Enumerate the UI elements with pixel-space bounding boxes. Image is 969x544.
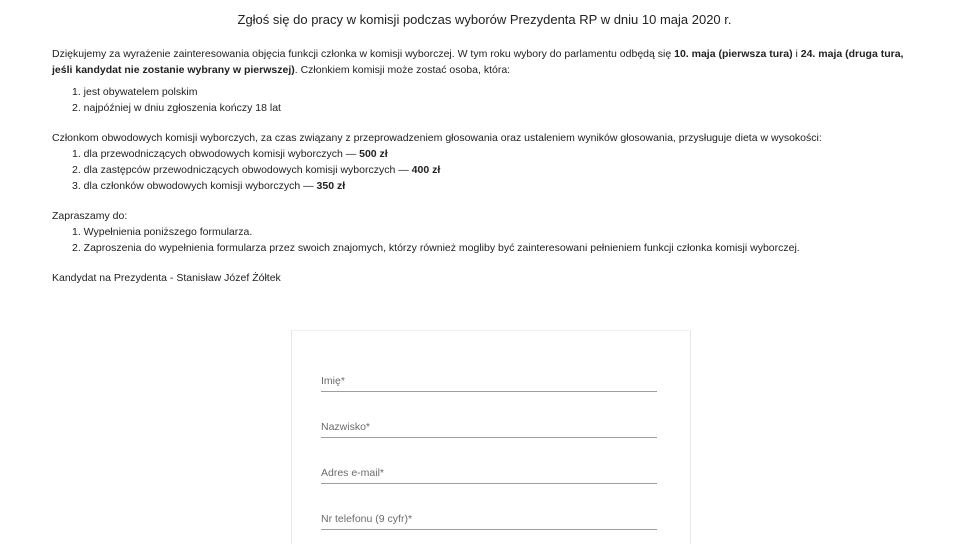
requirement-item: 2. najpóźniej w dniu zgłoszenia kończy 18 lat: [72, 102, 281, 114]
signature: Kandydat na Prezydenta - Stanisław Józef Żółtek: [52, 272, 281, 284]
email-input[interactable]: [321, 464, 657, 482]
intro-text-end: . Członkiem komisji może zostać osoba, która:: [294, 64, 511, 76]
invite-item: 2. Zaproszenia do wypełnienia formularza przez swoich znajomych, którzy również mogliby być zainteresowani pełnieniem funkcji członka komisji wyborczej.: [72, 242, 800, 254]
intro-conjunction: i: [792, 48, 801, 60]
invite-heading: Zapraszamy do:: [52, 210, 128, 222]
page-title: Zgłoś się do pracy w komisji podczas wyborów Prezydenta RP w dniu 10 maja 2020 r.: [237, 12, 732, 27]
allowance-item: [52, 178, 912, 194]
allowance-amount: 500 zł: [359, 148, 388, 160]
allowance-amount: 350 zł: [316, 180, 346, 192]
first-name-input[interactable]: [321, 372, 657, 390]
allowance-role: 1. dla przewodniczących obwodowych komisji wyborczych —: [72, 148, 360, 160]
allowance-item: [52, 146, 912, 162]
requirement-item: 1. jest obywatelem polskim: [72, 86, 198, 98]
allowance-role: 2. dla zastępców przewodniczących obwodowych komisji wyborczych —: [72, 164, 412, 176]
info-content: [52, 46, 912, 286]
email-field: [321, 463, 657, 484]
allowance-item: [52, 162, 912, 178]
invite-list: [52, 224, 912, 256]
intro-second-round: 24. maja (druga tura, jeśli kandydat nie zostanie wybrany w pierwszej): [52, 48, 904, 76]
first-name-field: [321, 371, 657, 392]
allowance-amount: 400 zł: [411, 164, 441, 176]
phone-input[interactable]: [321, 510, 657, 528]
allowance-list: [52, 146, 912, 194]
intro-text: Dziękujemy za wyrażenie zainteresowania objęcia funkcji członka w komisji wyborczej. W tym roku wybory do parlamentu odbędą się: [52, 48, 675, 60]
intro-paragraph: [52, 46, 912, 78]
allowance-role: 3. dla członków obwodowych komisji wyborczych —: [72, 180, 317, 192]
last-name-field: [321, 417, 657, 438]
signup-form: [291, 330, 691, 544]
last-name-input[interactable]: [321, 418, 657, 436]
intro-first-round: 10. maja (pierwsza tura): [674, 48, 793, 60]
requirements-list: [52, 84, 912, 116]
invite-item: 1. Wypełnienia poniższego formularza.: [72, 226, 253, 238]
phone-field: [321, 509, 657, 530]
allowance-intro: Członkom obwodowych komisji wyborczych, za czas związany z przeprowadzeniem głosowania oraz ustaleniem wyników głosowania, przysługuje dieta w wysokości:: [52, 132, 822, 144]
